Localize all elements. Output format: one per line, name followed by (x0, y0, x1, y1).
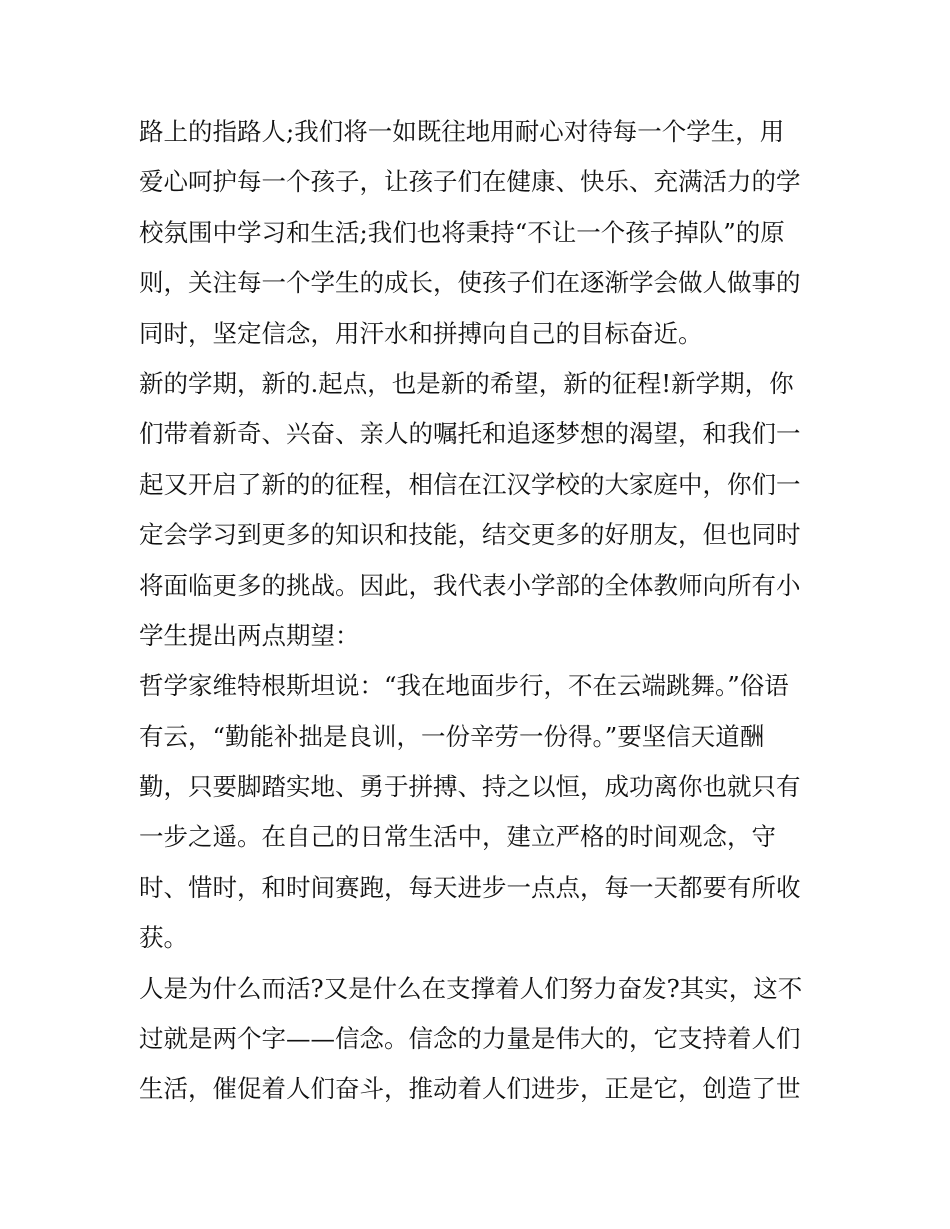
text-line: 一步之遥。在自己的日常生活中，建立严格的时间观念，守 (139, 822, 776, 852)
text-line: 们带着新奇、兴奋、亲人的嘱托和追逐梦想的渴望，和我们一 (139, 419, 801, 449)
text-line: 过就是两个字——信念。信念的力量是伟大的，它支持着人们 (139, 1024, 801, 1054)
text-line: 人是为什么而活?又是什么在支撑着人们努力奋发?其实，这不 (139, 973, 803, 1003)
text-line: 校氛围中学习和生活;我们也将秉持“不让一个孩子掉队”的原 (139, 217, 785, 247)
text-line: 将面临更多的挑战。因此，我代表小学部的全体教师向所有小 (139, 570, 801, 600)
text-line: 爱心呵护每一个孩子，让孩子们在健康、快乐、充满活力的学 (139, 167, 801, 197)
text-line: 时、惜时，和时间赛跑，每天进步一点点，每一天都要有所收 (139, 872, 801, 902)
text-line: 有云，“勤能补拙是良训，一份辛劳一份得。”要坚信天道酬 (139, 721, 765, 751)
text-line: 勤，只要脚踏实地、勇于拼搏、持之以恒，成功离你也就只有 (139, 772, 801, 802)
text-line: 路上的指路人;我们将一如既往地用耐心对待每一个学生，用 (139, 117, 785, 146)
text-line: 获。 (139, 923, 188, 953)
text-line: 哲学家维特根斯坦说：“我在地面步行，不在云端跳舞。”俗语 (139, 671, 789, 701)
text-line: 生活，催促着人们奋斗，推动着人们进步，正是它，创造了世 (139, 1074, 801, 1104)
text-line: 学生提出两点期望： (139, 620, 360, 650)
text-line: 起又开启了新的的征程，相信在江汉学校的大家庭中，你们一 (139, 469, 801, 499)
text-line: 则，关注每一个学生的成长，使孩子们在逐渐学会做人做事的 (139, 268, 801, 298)
text-line: 同时，坚定信念，用汗水和拼搏向自己的目标奋近。 (139, 318, 703, 348)
text-line: 定会学习到更多的知识和技能，结交更多的好朋友，但也同时 (139, 520, 801, 550)
document-body (139, 107, 829, 1115)
text-line: 新的学期，新的.起点，也是新的希望，新的征程!新学期，你 (139, 368, 794, 398)
